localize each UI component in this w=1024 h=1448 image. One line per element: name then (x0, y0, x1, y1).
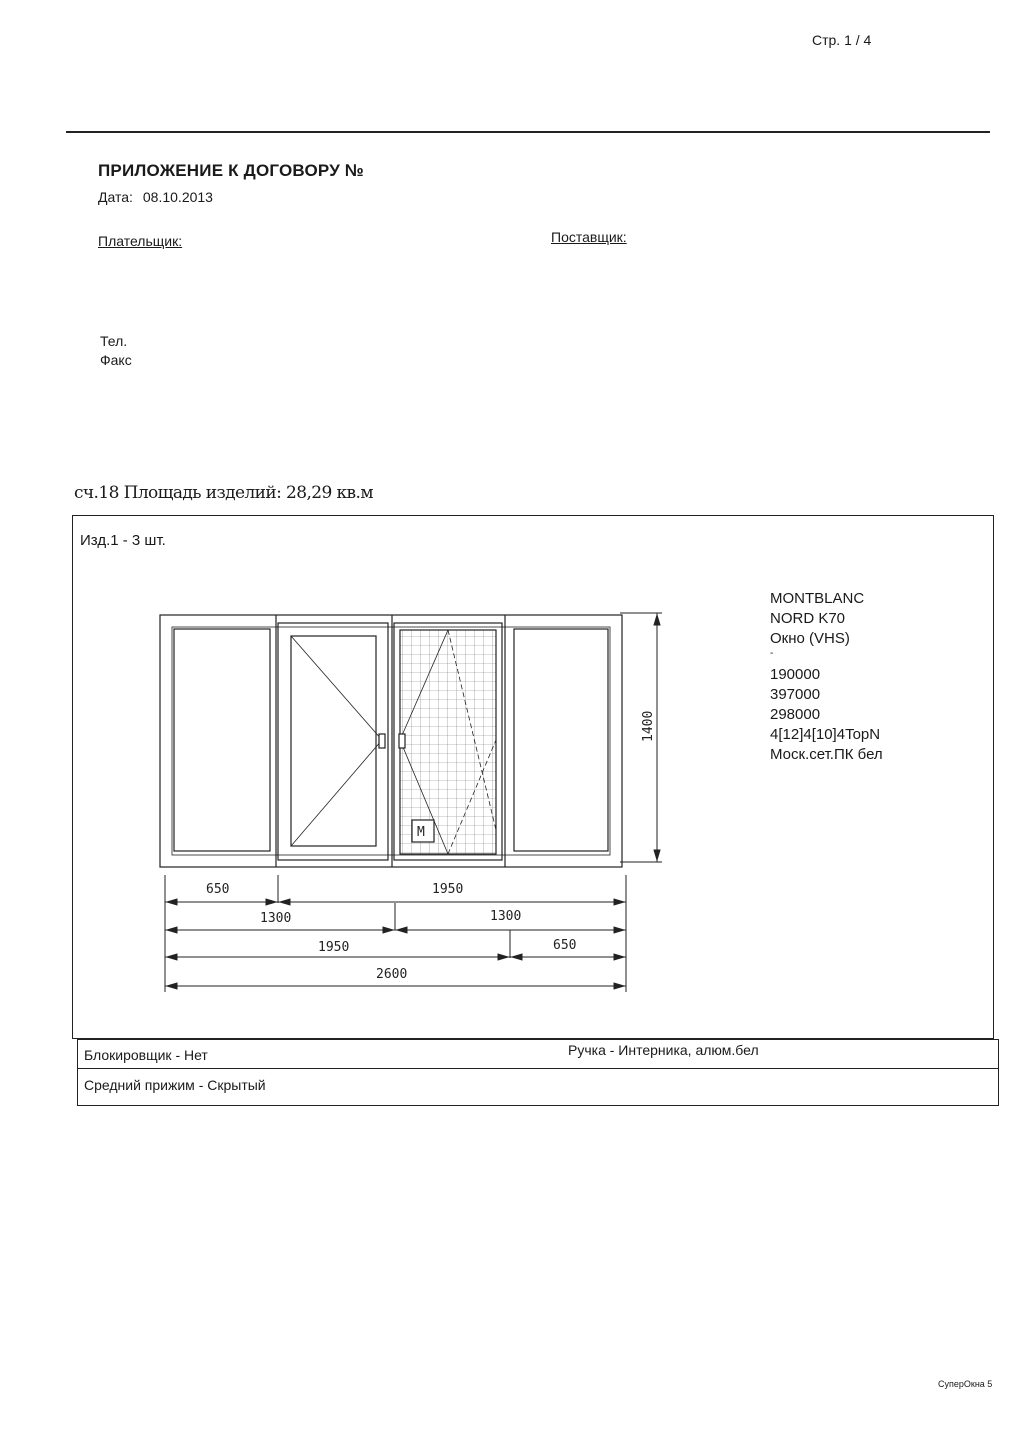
payer-label: Плательщик: (98, 233, 183, 249)
window-outer-frame (160, 615, 622, 867)
fax-label: Факс (100, 352, 132, 368)
option-middle-pressure: Средний прижим - Скрытый (84, 1077, 266, 1093)
dim-row2-right: 1300 (490, 909, 522, 924)
handle-left (379, 734, 385, 748)
option-blocker: Блокировщик - Нет (84, 1047, 208, 1063)
item-count: Изд.1 - 3 шт. (80, 532, 166, 549)
option-handle: Ручка - Интерника, алюм.бел (568, 1042, 759, 1058)
spec-type: Окно (VHS) (770, 630, 850, 647)
dim-total: 2600 (376, 967, 408, 982)
sash-turn-glass (291, 636, 376, 846)
date-label: Дата: (98, 189, 133, 205)
dim-height: 1400 (641, 710, 656, 742)
header-divider (66, 131, 990, 133)
dim-row1-right: 1950 (432, 882, 464, 897)
pane-fixed-right (514, 629, 608, 851)
spec-code-3: 298000 (770, 706, 821, 723)
item-spec (770, 589, 883, 765)
date-row (98, 189, 213, 205)
window-drawing (150, 600, 670, 1000)
document-title: ПРИЛОЖЕНИЕ К ДОГОВОРУ № (98, 161, 365, 180)
dim-row3-left: 1950 (318, 940, 350, 955)
spec-profile: NORD K70 (770, 610, 846, 627)
date-value: 08.10.2013 (142, 189, 213, 205)
dim-row2-left: 1300 (260, 911, 292, 926)
order-area-line: сч.18 Площадь изделий: 28,29 кв.м (74, 483, 373, 503)
spec-net: Моск.сет.ПК бел (770, 746, 883, 763)
handle-right (399, 734, 405, 748)
dim-row1-left: 650 (206, 882, 230, 897)
mosquito-mark: М (417, 825, 425, 840)
pane-fixed-left (174, 629, 270, 851)
footer-brand: СуперОкна 5 (938, 1379, 993, 1389)
spec-glass: 4[12]4[10]4TopN (770, 726, 881, 743)
spec-code-2: 397000 (770, 686, 821, 703)
window-inner-frame (172, 627, 610, 855)
sash-turn (278, 623, 388, 860)
dim-row3-right: 650 (553, 938, 577, 953)
supplier-label: Поставщик: (551, 229, 627, 245)
options-row-1 (77, 1039, 999, 1069)
page-number: Стр. 1 / 4 (812, 32, 872, 48)
spec-code-1: 190000 (770, 666, 821, 683)
spec-dash: - (770, 648, 774, 659)
spec-brand: MONTBLANC (770, 590, 865, 607)
phone-label: Тел. (100, 333, 128, 349)
